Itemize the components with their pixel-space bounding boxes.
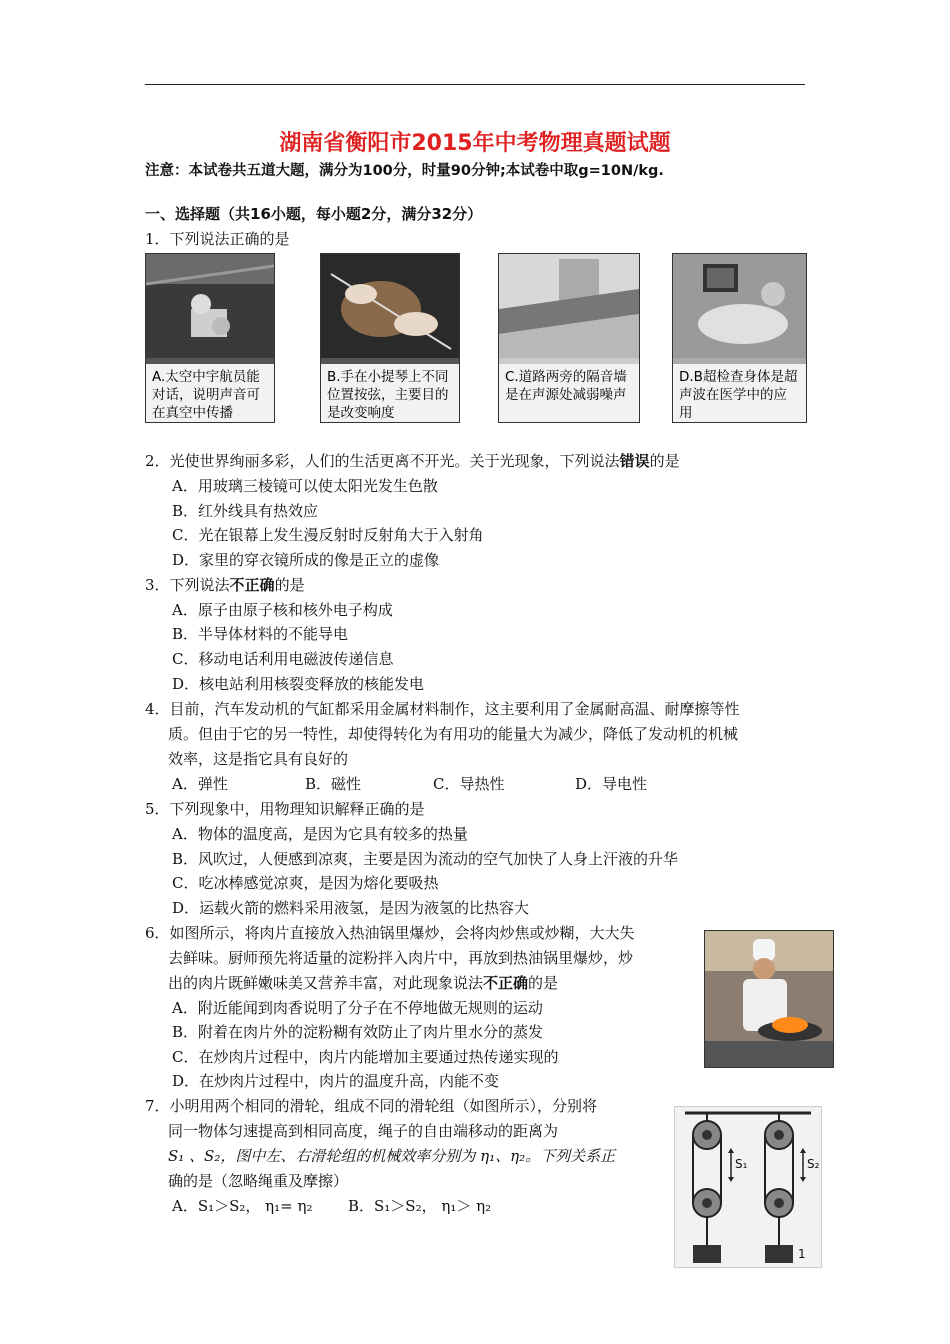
pulley-diagram-icon xyxy=(675,1107,821,1267)
q1-image-d xyxy=(672,253,807,423)
q6-stem-line-2: 去鲜味。厨师预先将适量的淀粉拌入肉片中，再放到热油锅里爆炒，炒 xyxy=(168,949,634,967)
q7-stem-line-4: 确的是（忽略绳重及摩擦） xyxy=(168,1172,349,1190)
q3-stem-emphasis: 不正确 xyxy=(229,576,275,594)
q6-stem-text: 出的肉片既鲜嫩味美又营养丰富，对此现象说法 xyxy=(168,974,484,992)
q1-caption-d: D.B超检查身体是超声波在医学中的应用 xyxy=(673,364,806,422)
q2-stem xyxy=(145,451,680,471)
q5-option-d: D．运载火箭的燃料采用液氢，是因为液氢的比热容大 xyxy=(172,899,530,917)
q4-stem-line-3: 效率，这是指它具有良好的 xyxy=(168,750,349,768)
q4-option-c: C．导热性 xyxy=(433,775,505,793)
q1-caption-a: A.太空中宇航员能对话，说明声音可在真空中传播 xyxy=(146,364,274,422)
q6-image xyxy=(704,930,834,1068)
q3-option-d: D．核电站利用核裂变释放的核能发电 xyxy=(172,675,425,693)
section-heading: 一、选择题（共16小题，每小题2分，满分32分） xyxy=(145,205,483,223)
q3-option-c: C．移动电话利用电磁波传递信息 xyxy=(172,650,394,668)
q3-stem-end: 的是 xyxy=(274,576,305,594)
q2-option-c: C．光在银幕上发生漫反射时反射角大于入射角 xyxy=(172,526,484,544)
q2-option-d: D．家里的穿衣镜所成的像是正立的虚像 xyxy=(172,551,440,569)
q7-pulley-image xyxy=(674,1106,822,1268)
q6-stem-end: 的是 xyxy=(528,974,559,992)
page-title: 湖南省衡阳市2015年中考物理真题试题 xyxy=(279,131,671,156)
q5-option-a: A．物体的温度高，是因为它具有较多的热量 xyxy=(172,825,468,843)
q4-option-a: A．弹性 xyxy=(172,775,228,793)
q1-image-c xyxy=(498,253,640,423)
ultrasound-photo-icon xyxy=(673,254,806,358)
page-number: 1 xyxy=(798,1247,806,1261)
q5-option-b: B．风吹过，人便感到凉爽，主要是因为流动的空气加快了人身上汗液的升华 xyxy=(172,850,679,868)
q6-option-d: D．在炒肉片过程中，肉片的温度升高，内能不变 xyxy=(172,1072,500,1090)
q2-option-b: B．红外线具有热效应 xyxy=(172,502,319,520)
q6-option-c: C．在炒肉片过程中，肉片内能增加主要通过热传递实现的 xyxy=(172,1048,559,1066)
q6-stem-line-3 xyxy=(168,973,558,993)
q3-option-a: A．原子由原子核和核外电子构成 xyxy=(172,601,393,619)
q6-stem-line-1: 6．如图所示，将肉片直接放入热油锅里爆炒，会将肉炒焦或炒糊，大大失 xyxy=(145,924,635,942)
q2-option-a: A．用玻璃三棱镜可以使太阳光发生色散 xyxy=(172,477,438,495)
q4-stem-line-1: 4．目前，汽车发动机的气缸都采用金属材料制作，这主要利用了金属耐高温、耐摩擦等性 xyxy=(145,700,740,718)
q2-stem-emphasis: 错误 xyxy=(619,452,650,470)
q3-stem-text: 3．下列说法 xyxy=(145,576,230,594)
s1-label: S₁ xyxy=(735,1157,748,1171)
q1-stem: 1．下列说法正确的是 xyxy=(145,230,290,248)
q4-option-b: B．磁性 xyxy=(305,775,362,793)
q5-option-c: C．吃冰棒感觉凉爽，是因为熔化要吸热 xyxy=(172,874,439,892)
q6-option-b: B．附着在肉片外的淀粉糊有效防止了肉片里水分的蒸发 xyxy=(172,1023,544,1041)
q7-option-b: B．S₁＞S₂， η₁＞ η₂ xyxy=(348,1197,492,1215)
q7-stem-line-3: S₁ 、S₂，图中左、右滑轮组的机械效率分别为 η₁、η₂。下列关系正 xyxy=(168,1147,616,1165)
q1-image-a xyxy=(145,253,275,423)
s2-label: S₂ xyxy=(807,1157,820,1171)
q7-stem-line-1: 7．小明用两个相同的滑轮，组成不同的滑轮组（如图所示），分别将 xyxy=(145,1097,598,1115)
q4-stem-line-2: 质。但由于它的另一特性，却使得转化为有用功的能量大为减少，降低了发动机的机械 xyxy=(168,725,739,743)
q7-stem-line-2: 同一物体匀速提高到相同高度，绳子的自由端移动的距离为 xyxy=(168,1122,559,1140)
q3-option-b: B．半导体材料的不能导电 xyxy=(172,625,349,643)
q1-caption-b: B.手在小提琴上不同位置按弦，主要目的是改变响度 xyxy=(321,364,459,422)
q1-caption-c: C.道路两旁的隔音墙是在声源处减弱噪声 xyxy=(499,364,639,422)
q3-stem xyxy=(145,575,305,595)
q7-option-a: A．S₁＞S₂， η₁= η₂ xyxy=(172,1197,313,1215)
header-rule xyxy=(145,84,805,85)
q5-stem: 5．下列现象中，用物理知识解释正确的是 xyxy=(145,800,425,818)
violin-photo-icon xyxy=(321,254,459,358)
q1-image-b xyxy=(320,253,460,423)
q2-stem-end: 的是 xyxy=(649,452,680,470)
q4-option-d: D．导电性 xyxy=(575,775,648,793)
q2-stem-text: 2．光使世界绚丽多彩，人们的生活更离不开光。关于光现象，下列说法 xyxy=(145,452,620,470)
q6-stem-emphasis: 不正确 xyxy=(483,974,529,992)
q6-option-a: A．附近能闻到肉香说明了分子在不停地做无规则的运动 xyxy=(172,999,543,1017)
astronaut-photo-icon xyxy=(146,254,274,358)
chef-cooking-photo-icon xyxy=(705,931,833,1067)
sound-barrier-photo-icon xyxy=(499,254,639,358)
exam-notice: 注意：本试卷共五道大题，满分为100分，时量90分钟;本试卷中取g=10N/kg. xyxy=(145,163,664,179)
